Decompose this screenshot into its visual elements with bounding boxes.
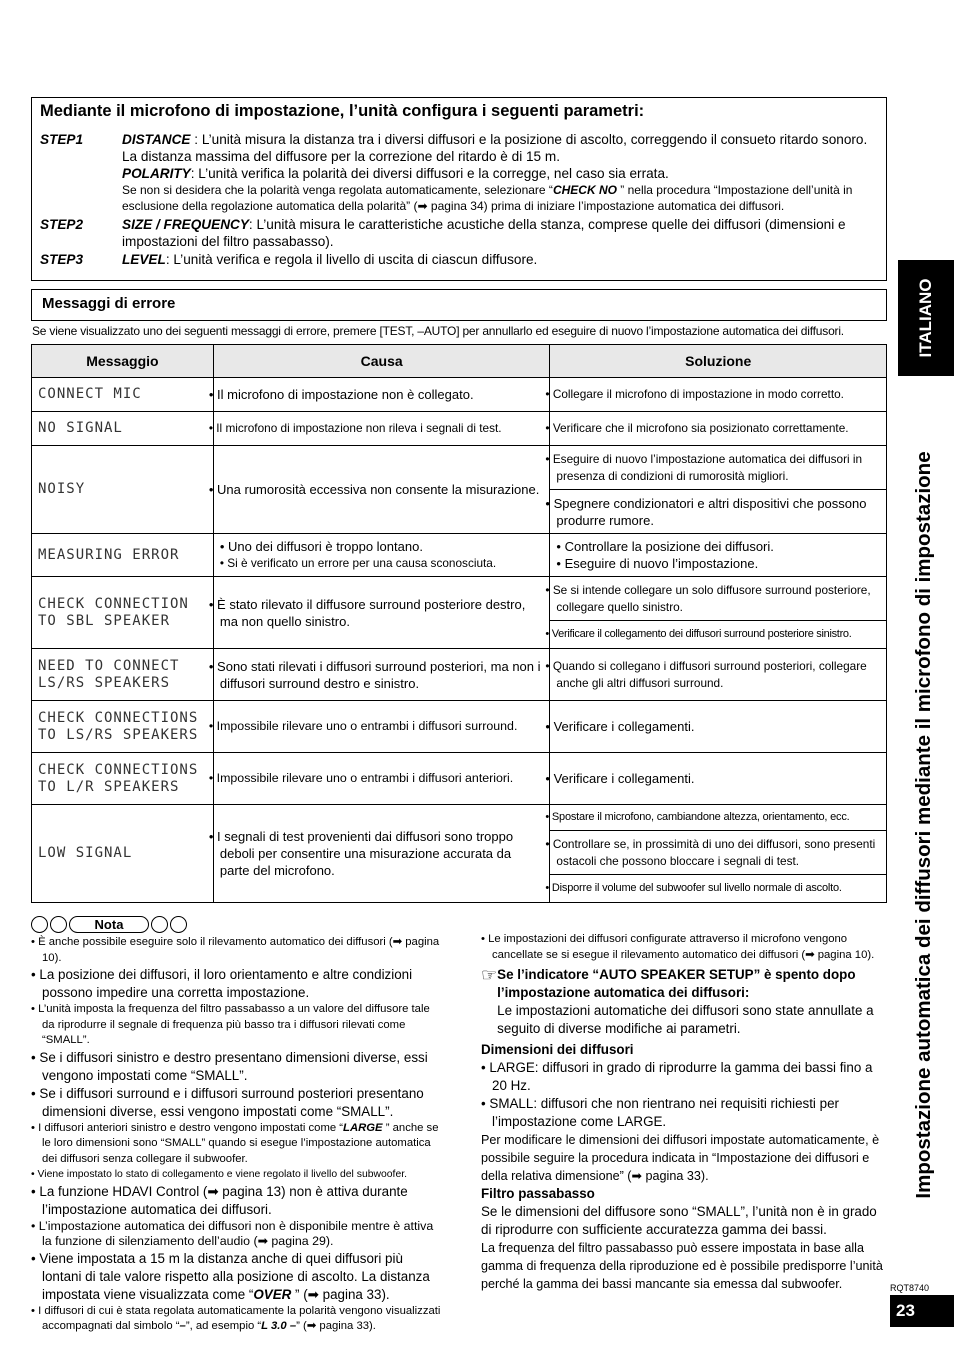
error-cause: • I segnali di test provenienti dai diffusori sono troppo deboli per consentire una misurazione accurata da parte del microfono. — [213, 805, 550, 903]
col-cause: Causa — [213, 345, 550, 378]
error-solution: • Eseguire di nuovo l’impostazione automatica dei diffusori in presenza di condizioni di rumorosità migliori. — [550, 446, 887, 490]
note-item: • Viene impostata a 15 m la distanza anche di quei diffusori più lontani di tale valore rispetto alla posizione di ascolto. La distanza impostata viene visualizzata come “OVER ” (➡ pagina 33). — [31, 1250, 430, 1302]
note-item: • L’impostazione automatica dei diffusori non è disponibile mentre è attiva la funzione di silenziamento dell’audio (➡ pagina 29). — [31, 1218, 434, 1248]
side-title: Impostazione automatica dei diffusori mediante il microfono di impostazione — [912, 451, 935, 1199]
error-cause: • Sono stati rilevati i diffusori surround posteriori, ma non i diffusori surround destro e sinistro. — [213, 649, 550, 701]
error-cause: • Una rumorosità eccessiva non consente la misurazione. — [213, 446, 550, 534]
error-solution: • Se si intende collegare un solo diffusore surround posteriore, collegare quello sinistro. — [550, 577, 887, 621]
error-message: MEASURING ERROR — [32, 534, 214, 577]
error-intro: Se viene visualizzato uno dei seguenti messaggi di errore, premere [TEST, –AUTO] per annullarlo ed eseguire di nuovo l’impostazione automatica dei diffusori. — [32, 324, 844, 338]
error-messages-heading: Messaggi di errore — [31, 289, 887, 321]
error-solution: • Verificare il collegamento dei diffusori surround posteriore sinistro. — [550, 621, 887, 649]
error-solution: • Verificare che il microfono sia posizionato correttamente. — [550, 412, 887, 446]
note-item: • Se i diffusori sinistro e destro presentano dimensioni diverse, essi vengono impostati come “SMALL”. — [31, 1049, 428, 1083]
error-cause: • Impossibile rilevare uno o entrambi i diffusori surround. — [213, 701, 550, 753]
step3: STEP3 LEVEL: L’unità verifica e regola il livello di uscita di ciascun diffusore. — [40, 252, 538, 267]
circle-icon — [31, 916, 48, 933]
filter-text: Se le dimensioni del diffusore sono “SMALL”, l’unità non è in grado di riprodurre con sufficiente accuratezza gamma dei bassi. — [481, 1204, 877, 1237]
notes-left-column — [31, 935, 441, 1335]
table-row — [32, 753, 887, 805]
distance-text: : L’unità misura la distanza tra i diversi diffusori e la posizione di ascolto, correggendo il consueto ritardo sonoro. La distanza massima del diffusore per la correzione del ritardo è di 15 m. — [122, 132, 868, 164]
circle-icon — [170, 916, 187, 933]
note-item: • Se i diffusori surround e i diffusori surround posteriori presentano dimensioni diverse, essi vengono impostati come “SMALL”. — [31, 1085, 424, 1119]
note-item: • Le impostazioni dei diffusori configurate attraverso il microfono vengono cancellate se si esegue il rilevamento automatico dei diffusori (➡ pagina 10). — [481, 933, 875, 961]
step1-label: STEP1 — [40, 132, 84, 147]
error-solution: • Spegnere condizionatori e altri dispositivi che possono produrre rumore. — [550, 490, 887, 534]
step2: STEP2 SIZE / FREQUENCY: L’unità misura le caratteristiche acustiche della stanza, comprese quelle dei diffusori (dimensioni e impostazioni del filtro passabasso). — [40, 217, 846, 249]
error-cause: • Uno dei diffusori è troppo lontano. • Si è verificato un errore per una causa sconosciuta. — [213, 534, 550, 577]
pointing-hand-icon: ☞ — [481, 965, 498, 985]
table-row — [32, 534, 887, 577]
note-item: • Viene impostato lo stato di collegamento e viene regolato il livello del subwoofer. — [31, 1169, 408, 1180]
error-solution: • Quando si collegano i diffusori surround posteriori, collegare anche gli altri diffusori surround. — [550, 649, 887, 701]
col-solution: Soluzione — [550, 345, 887, 378]
tip-text: Le impostazioni automatiche dei diffusori sono state annullate a seguito di diverse modifiche ai parametri. — [497, 1003, 874, 1036]
polarity-text: : L’unità verifica la polarità dei diversi diffusori e la corregge, nel caso sia errata. — [190, 166, 669, 181]
table-row — [32, 805, 887, 831]
document-code: RQT8740 — [890, 1283, 930, 1293]
note-item: • L’unità imposta la frequenza del filtro passabasso a un valore del diffusore tale da riprodurre il segnale di frequenza più basso tra i diffusori rilevati come “SMALL”. — [31, 1003, 430, 1046]
error-message: NOISY — [32, 446, 214, 534]
nota-label: Nota — [69, 916, 149, 933]
polarity-keyword: POLARITY — [122, 166, 191, 181]
error-message: NO SIGNAL — [32, 412, 214, 446]
level-keyword: LEVEL — [122, 252, 166, 267]
note-item: • I diffusori anteriori sinistro e destro vengono impostati come “LARGE ” anche se le loro dimensioni sono “SMALL” quando si esegue l’impostazione automatica dei diffusori senza collegare il subwoofer. — [31, 1121, 439, 1165]
error-cause: • Il microfono di impostazione non rileva i segnali di test. — [213, 412, 550, 446]
notes-right-column — [481, 932, 886, 1293]
step2-label: STEP2 — [40, 217, 84, 232]
nota-header — [31, 915, 187, 933]
error-message: CHECK CONNECTION TO SBL SPEAKER — [32, 577, 214, 649]
error-message: CHECK CONNECTIONS TO LS/RS SPEAKERS — [32, 701, 214, 753]
dimensions-text: Per modificare le dimensioni dei diffusori impostate automaticamente, è possibile seguire la procedura indicata in “Impostazione dei diffusori e della relativa dimensione” (➡ pagina 33). — [481, 1133, 880, 1183]
filter-text: La frequenza del filtro passabasso può essere impostata in base alla gamma di frequenza della riproduzione ed è possibile predisporre l’unità perché la gamma dei bassi mancante sia emessa dal subwoofer. — [481, 1241, 883, 1291]
note-item: • La posizione dei diffusori, il loro orientamento e altre condizioni possono impedire una corretta impostazione. — [31, 967, 413, 1000]
error-solution: • Controllare la posizione dei diffusori. • Eseguire di nuovo l’impostazione. — [550, 534, 887, 577]
circle-icon — [50, 916, 67, 933]
error-message: CHECK CONNECTIONS TO L/R SPEAKERS — [32, 753, 214, 805]
table-row — [32, 378, 887, 412]
circle-icon — [151, 916, 168, 933]
parameters-title: Mediante il microfono di impostazione, l’unità configura i seguenti parametri: — [40, 102, 645, 120]
dimensions-title: Dimensioni dei diffusori — [481, 1042, 634, 1057]
note-item: • LARGE: diffusori in grado di riprodurre la gamma dei bassi fino a 20 Hz. — [481, 1060, 873, 1093]
error-table — [31, 344, 887, 903]
error-message: NEED TO CONNECT LS/RS SPEAKERS — [32, 649, 214, 701]
distance-keyword: DISTANCE — [122, 132, 191, 147]
error-cause: • Impossibile rilevare uno o entrambi i diffusori anteriori. — [213, 753, 550, 805]
table-header — [32, 345, 887, 378]
step3-label: STEP3 — [40, 252, 84, 267]
note-item: • I diffusori di cui è stata regolata automaticamente la polarità vengono visualizzati accompagnati dal simbolo “–”, ad esempio “L 3.0 –” (➡ pagina 33). — [31, 1304, 441, 1332]
parameters-box — [31, 97, 887, 281]
table-row — [32, 412, 887, 446]
table-row — [32, 446, 887, 490]
note-item: • SMALL: diffusori che non rientrano nei requisiti richiesti per l’impostazione come LARGE. — [481, 1096, 839, 1129]
error-solution: • Disporre il volume del subwoofer sul livello normale di ascolto. — [550, 875, 887, 903]
error-message: LOW SIGNAL — [32, 805, 214, 903]
error-cause: • Il microfono di impostazione non è collegato. — [213, 378, 550, 412]
error-message: CONNECT MIC — [32, 378, 214, 412]
table-row — [32, 577, 887, 621]
error-solution: • Verificare i collegamenti. — [550, 701, 887, 753]
table-row — [32, 701, 887, 753]
error-solution: • Controllare se, in prossimità di uno dei diffusori, sono presenti ostacoli che possono bloccare i segnali di test. — [550, 831, 887, 875]
page-number: 23 — [890, 1295, 954, 1327]
error-solution: • Collegare il microfono di impostazione in modo corretto. — [550, 378, 887, 412]
col-message: Messaggio — [32, 345, 214, 378]
tip-block — [481, 966, 886, 1038]
polarity-note: Se non si desidera che la polarità venga regolata automaticamente, selezionare “CHECK NO ” nella procedura “Impostazione dell’unità in esclusione della regolazione automatica della polarità” (➡ pagina 34) prima di iniziare l’impostazione automatica dei diffusori. — [122, 183, 853, 213]
note-item: • La funzione HDAVI Control (➡ pagina 13) non è attiva durante l’impostazione automatica dei diffusori. — [31, 1183, 408, 1217]
step1 — [40, 131, 878, 214]
language-tab: ITALIANO — [898, 260, 954, 376]
note-item: • È anche possibile eseguire solo il rilevamento automatico dei diffusori (➡ pagina 10). — [31, 936, 440, 964]
filter-title: Filtro passabasso — [481, 1186, 595, 1201]
error-solution: • Spostare il microfono, cambiandone altezza, orientamento, ecc. — [550, 805, 887, 831]
size-frequency-keyword: SIZE / FREQUENCY — [122, 217, 249, 232]
tip-title: Se l’indicatore “AUTO SPEAKER SETUP” è spento dopo l’impostazione automatica dei diffusori: — [497, 967, 856, 1000]
error-cause: • È stato rilevato il diffusore surround posteriore destro, ma non quello sinistro. — [213, 577, 550, 649]
table-row — [32, 649, 887, 701]
error-solution: • Verificare i collegamenti. — [550, 753, 887, 805]
